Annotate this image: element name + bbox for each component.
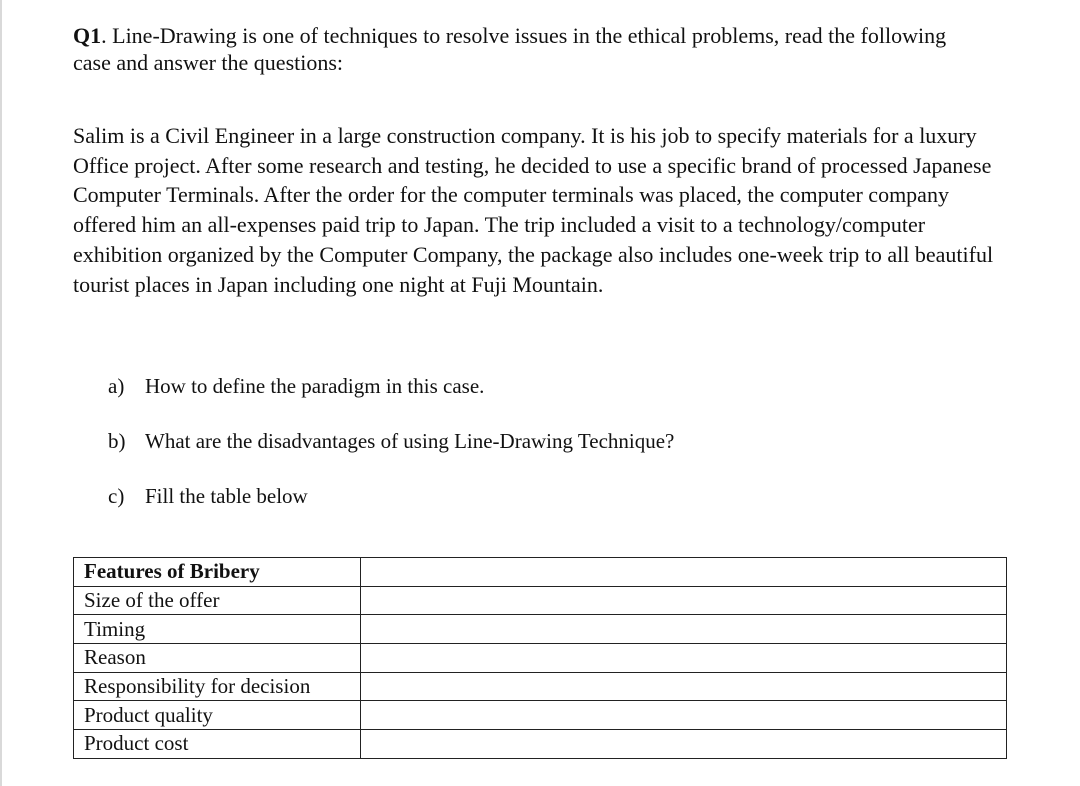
table-row [74, 730, 1007, 759]
sub-question-b [108, 427, 908, 455]
case-paragraph: Salim is a Civil Engineer in a large construction company. It is his job to specify materials for a luxury Office project. After some research and testing, he decided to use a specific brand of processed Japanese Computer Terminals. After the order for the computer terminals was placed, the computer company offered him an all-expenses paid trip to Japan. The trip included a visit to a technology/computer exhibition organized by the Computer Company, the package also includes one-week trip to all beautiful tourist places in Japan including one night at Fuji Mountain. [73, 123, 994, 297]
answer-cell[interactable] [361, 730, 1007, 759]
question-heading [73, 22, 953, 76]
sub-question-marker: b) [108, 429, 126, 453]
table-row [74, 701, 1007, 730]
table-row [74, 586, 1007, 615]
sub-question-text: How to define the paradigm in this case. [145, 374, 485, 398]
question-number: Q1 [73, 23, 102, 48]
answer-cell[interactable] [361, 644, 1007, 673]
question-intro: . Line-Drawing is one of techniques to resolve issues in the ethical problems, read the following case and answer the questions: [73, 23, 947, 75]
feature-cell: Reason [74, 644, 361, 673]
table-header-row [74, 558, 1007, 587]
table-row [74, 672, 1007, 701]
feature-cell: Size of the offer [74, 586, 361, 615]
sub-question-a [108, 372, 908, 400]
answer-cell[interactable] [361, 586, 1007, 615]
sub-question-list [108, 372, 908, 537]
sub-question-marker: a) [108, 374, 125, 398]
answer-cell[interactable] [361, 558, 1007, 587]
bribery-features-table [73, 557, 1007, 759]
table-header-cell: Features of Bribery [74, 558, 361, 587]
sub-question-text: What are the disadvantages of using Line-Drawing Technique? [145, 429, 675, 453]
feature-cell: Product cost [74, 730, 361, 759]
sub-question-text: Fill the table below [145, 484, 308, 508]
answer-cell[interactable] [361, 701, 1007, 730]
answer-cell[interactable] [361, 672, 1007, 701]
sub-question-marker: c) [108, 484, 125, 508]
answer-cell[interactable] [361, 615, 1007, 644]
page-edge [0, 0, 2, 786]
sub-question-c [108, 482, 908, 510]
feature-cell: Product quality [74, 701, 361, 730]
feature-cell: Timing [74, 615, 361, 644]
table-row [74, 644, 1007, 673]
document-body [73, 22, 1013, 756]
feature-cell: Responsibility for decision [74, 672, 361, 701]
table-row [74, 615, 1007, 644]
